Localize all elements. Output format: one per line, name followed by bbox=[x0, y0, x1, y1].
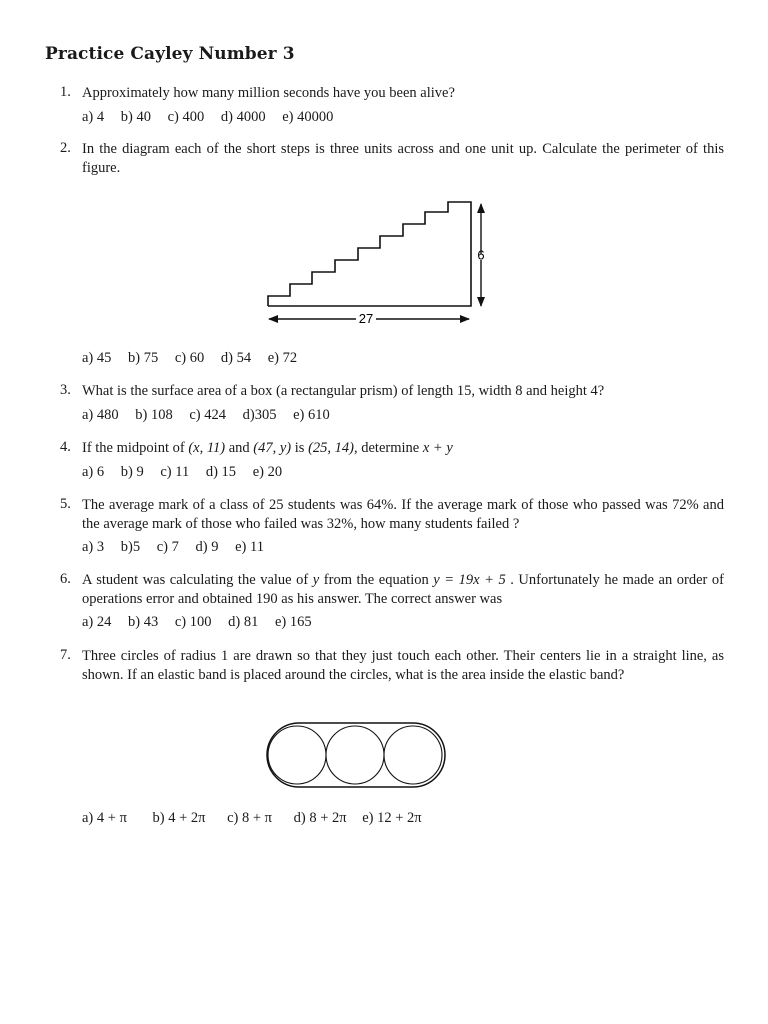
width-label: 27 bbox=[358, 311, 374, 326]
option: a) 3 bbox=[82, 539, 105, 555]
option: a) 4 + π bbox=[82, 810, 127, 826]
option: a) 6 bbox=[82, 464, 105, 480]
question-6-options bbox=[82, 614, 312, 631]
text-segment: . Unfortunately he made an order of operations error and obtained 190 as his answer. The correct answer was bbox=[82, 572, 724, 607]
question-4-text bbox=[82, 439, 724, 458]
option: d) 15 bbox=[205, 464, 237, 480]
option: d)305 bbox=[242, 407, 277, 423]
question-5-number: 5. bbox=[60, 496, 71, 512]
option: d) 81 bbox=[228, 614, 259, 630]
staircase-diagram bbox=[262, 196, 494, 332]
option: b) 43 bbox=[128, 614, 159, 630]
circle-1 bbox=[268, 726, 326, 784]
staircase-outline bbox=[268, 202, 471, 306]
option: b) 40 bbox=[120, 109, 151, 125]
math-expression: y = 19x + 5 bbox=[433, 572, 506, 588]
circle-3 bbox=[384, 726, 442, 784]
option: b)5 bbox=[120, 539, 141, 555]
question-6-number: 6. bbox=[60, 571, 71, 587]
option: e) 11 bbox=[235, 539, 264, 555]
elastic-band-outline bbox=[267, 723, 445, 787]
math-expression: (47, y) bbox=[253, 440, 292, 456]
text-segment: is bbox=[291, 440, 309, 456]
option: a) 45 bbox=[82, 350, 112, 366]
option: c) 11 bbox=[160, 464, 190, 480]
option: e) 40000 bbox=[282, 109, 334, 125]
text-segment: and bbox=[225, 440, 254, 456]
page-title: Practice Cayley Number 3 bbox=[45, 44, 295, 64]
text-segment: If the midpoint of bbox=[82, 440, 189, 456]
question-5-text: The average mark of a class of 25 students was 64%. If the average mark of those who passed was 72% and the average mark of those who failed was 32%, how many students failed ? bbox=[82, 497, 724, 532]
option: d) 9 bbox=[195, 539, 219, 555]
option: a) 480 bbox=[82, 407, 119, 423]
option: e) 610 bbox=[293, 407, 330, 423]
math-expression: y bbox=[312, 572, 320, 588]
question-1-text: Approximately how many million seconds have you been alive? bbox=[82, 85, 455, 101]
option: e) 165 bbox=[274, 614, 312, 630]
question-5-options bbox=[82, 539, 264, 556]
question-4-options bbox=[82, 464, 282, 481]
option: b) 108 bbox=[135, 407, 173, 423]
option: c) 8 + π bbox=[227, 810, 272, 826]
height-label: 9 bbox=[477, 247, 485, 263]
option: d) 54 bbox=[220, 350, 252, 366]
question-3-text: What is the surface area of a box (a rectangular prism) of length 15, width 8 and height 4? bbox=[82, 383, 605, 399]
option: b) 4 + 2π bbox=[152, 810, 206, 826]
question-6-text bbox=[82, 571, 724, 609]
text-segment: A student was calculating the value of bbox=[82, 572, 313, 588]
option: a) 24 bbox=[82, 614, 112, 630]
question-7-options bbox=[82, 810, 422, 827]
math-expression: (x, 11) bbox=[188, 440, 226, 456]
option: b) 9 bbox=[120, 464, 144, 480]
question-7-text: Three circles of radius 1 are drawn so that they just touch each other. Their centers lie in a straight line, as shown. If an elastic band is placed around the circles, what is the area inside the elastic band? bbox=[82, 648, 724, 683]
option: c) 60 bbox=[174, 350, 205, 366]
question-2-number: 2. bbox=[60, 140, 71, 156]
option: e) 20 bbox=[252, 464, 283, 480]
option: c) 424 bbox=[189, 407, 226, 423]
text-segment: from the equation bbox=[319, 572, 434, 588]
option: b) 75 bbox=[128, 350, 159, 366]
question-7-number: 7. bbox=[60, 647, 71, 663]
option: a) 4 bbox=[82, 109, 105, 125]
question-2-options bbox=[82, 350, 297, 367]
three-circles-diagram bbox=[264, 720, 448, 790]
text-segment: , determine bbox=[353, 440, 423, 456]
question-3-options bbox=[82, 407, 330, 424]
question-4-number: 4. bbox=[60, 439, 71, 455]
option: c) 7 bbox=[156, 539, 179, 555]
option: e) 72 bbox=[267, 350, 298, 366]
question-2-text: In the diagram each of the short steps is three units across and one unit up. Calculate the perimeter of this figure. bbox=[82, 141, 724, 176]
option: d) 4000 bbox=[220, 109, 266, 125]
question-1-options bbox=[82, 109, 333, 126]
option: c) 100 bbox=[174, 614, 212, 630]
math-expression: (25, 14) bbox=[308, 440, 354, 456]
question-3-number: 3. bbox=[60, 382, 71, 398]
math-expression: x + y bbox=[422, 440, 453, 456]
circle-2 bbox=[326, 726, 384, 784]
question-1-number: 1. bbox=[60, 84, 71, 100]
option: d) 8 + 2π bbox=[293, 810, 347, 826]
option: e) 12 + 2π bbox=[362, 810, 422, 826]
option: c) 400 bbox=[167, 109, 205, 125]
